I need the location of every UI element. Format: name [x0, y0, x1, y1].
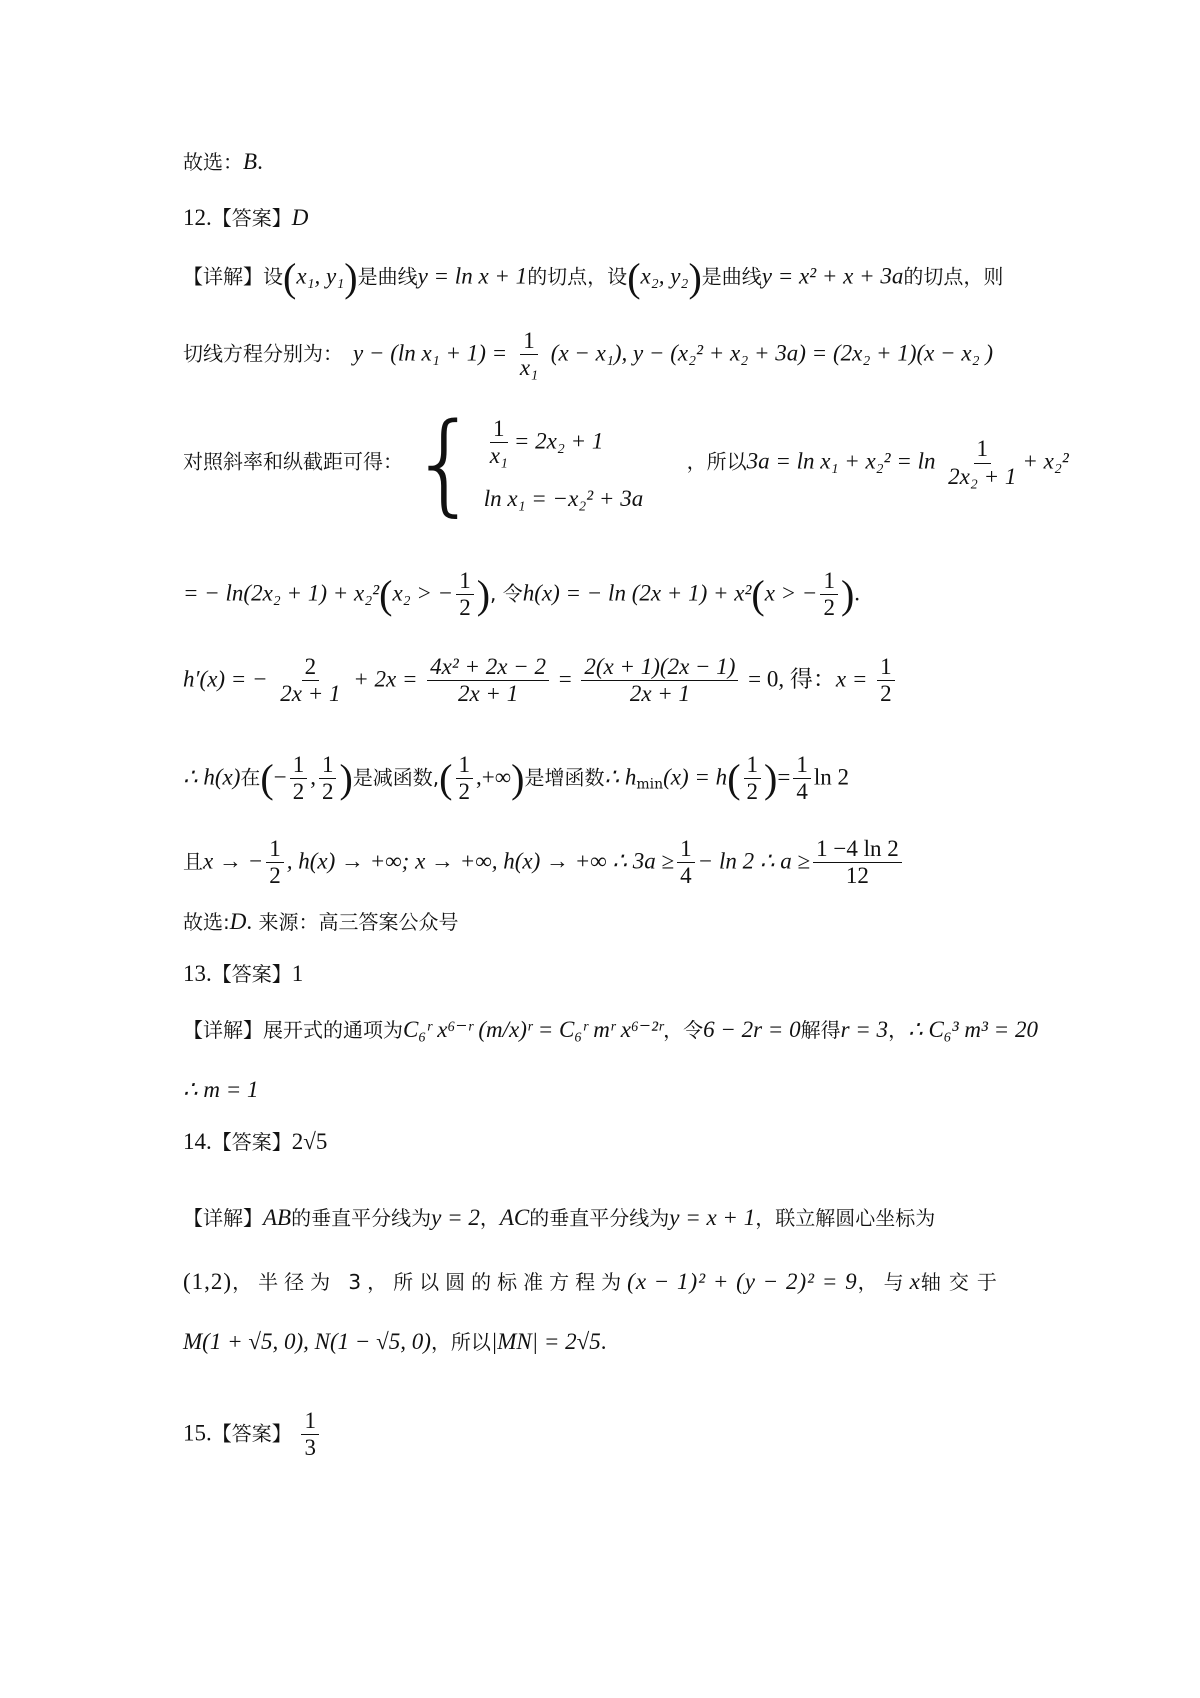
- circle-equation: (x − 1)² + (y − 2)² = 9: [627, 1269, 858, 1294]
- period: .: [600, 1329, 607, 1354]
- r-value: r = 3: [840, 1017, 889, 1042]
- denominator: 2: [823, 595, 835, 621]
- denominator: 2: [459, 595, 471, 621]
- segment-ac: AC: [499, 1205, 530, 1230]
- numerator: 1: [456, 752, 474, 779]
- equals: =: [558, 666, 572, 692]
- detail-tag: 【详解】: [183, 1018, 263, 1042]
- therefore-h: ∴ h(x): [183, 764, 241, 790]
- m-result: [183, 1078, 259, 1101]
- bisector-1: y = 2: [431, 1205, 480, 1230]
- period: .: [257, 149, 263, 174]
- denominator: 3: [304, 1435, 316, 1461]
- numerator: 1: [456, 568, 474, 595]
- numerator: 4x² + 2x − 2: [427, 654, 549, 681]
- x-equals: x =: [835, 666, 868, 692]
- distance: |MN| = 2√5: [490, 1329, 601, 1354]
- h-function: h(x) = − ln (2x + 1) + x²: [522, 580, 752, 606]
- plus-term: + 2x =: [353, 666, 418, 692]
- numerator: 1: [744, 752, 762, 779]
- curve-1: y = ln x + 1: [417, 263, 528, 289]
- question-15-answer: [183, 1408, 322, 1462]
- line-conclusion-b: [183, 150, 263, 173]
- denominator: 2: [292, 779, 305, 805]
- limit-part-1: x → −: [203, 848, 264, 874]
- answer-tag: 【答案】: [211, 962, 292, 986]
- text: 是曲线: [701, 264, 762, 289]
- answer-letter: D: [229, 909, 247, 934]
- numerator: 1: [301, 1408, 319, 1435]
- text: ，联立解圆心坐标为: [755, 1206, 936, 1230]
- text: ，令: [663, 1018, 704, 1042]
- condition-1: x₂ > −: [392, 580, 454, 606]
- question-13-answer: [183, 962, 303, 985]
- answer-tag: 【答案】: [211, 1130, 292, 1154]
- source-note: 来源：高三答案公众号: [252, 910, 459, 934]
- fraction: [517, 328, 541, 382]
- h-definition: = − ln(2x₂ + 1) + x₂²(x₂ > − $\frac{1}{2}$ ), 令h(x) = − ln (2x + 1) + x²(x > − $\frac{1}{2}$ ).: [183, 568, 861, 621]
- equation-system: [409, 399, 644, 527]
- answer-value: 2√5: [291, 1129, 328, 1154]
- question-number: 12.: [183, 205, 212, 230]
- point-1: x₁, y₁: [296, 263, 345, 289]
- text: 设: [263, 264, 283, 289]
- text: 的切点，设: [527, 264, 628, 289]
- infinity: ,+∞: [476, 764, 512, 790]
- equation-left: y − (ln x₁ + 1) =: [353, 340, 508, 366]
- expression-tail: + x₂²: [1022, 448, 1069, 474]
- segment-ab: AB: [263, 1205, 292, 1230]
- answer-letter: B: [243, 149, 258, 174]
- numerator: 1: [266, 836, 284, 863]
- derivative-lhs: h′(x) = −: [183, 666, 268, 692]
- limit-part-3: − ln 2 ∴ a ≥: [697, 848, 811, 874]
- denominator: 2: [880, 681, 892, 707]
- text: , 令: [490, 581, 523, 606]
- equation-right: (x − x₁), y − (x₂² + x₂ + 3a) = (2x₂ + 1)(x − x₂ ): [550, 340, 993, 366]
- detail-14-line-2: [183, 1270, 1005, 1293]
- x-axis: x: [909, 1269, 921, 1294]
- question-number: 14.: [183, 1129, 212, 1154]
- numerator: 1: [793, 752, 811, 779]
- text: 的切点，则: [903, 264, 1004, 289]
- system-row-1: [484, 416, 644, 470]
- general-term: C₆ʳ x⁶⁻ʳ (m/x)ʳ = C₆ʳ mʳ x⁶⁻²ʳ: [403, 1017, 664, 1042]
- condition-2: x > −: [764, 580, 818, 606]
- numerator: 1: [677, 836, 695, 863]
- text: 切线方程分别为：: [183, 341, 343, 366]
- answer-fraction: [301, 1408, 319, 1462]
- text: 展开式的通项为: [263, 1018, 403, 1042]
- equals: =: [777, 764, 791, 790]
- detail-tag: 【详解】: [183, 264, 263, 289]
- detail-tag: 【详解】: [183, 1206, 263, 1230]
- bisector-2: y = x + 1: [669, 1205, 756, 1230]
- detail-14-line-1: [183, 1206, 935, 1229]
- answer-value: D: [291, 205, 309, 230]
- point-2: x₂, y₂: [640, 263, 689, 289]
- detail-13: [183, 1018, 1038, 1041]
- text: ，半径为 3，所以圆的标准方程为: [232, 1270, 628, 1294]
- text: ，: [888, 1018, 909, 1042]
- denominator: x₁: [519, 355, 539, 381]
- intersection-points: M(1 + √5, 0), N(1 − √5, 0): [183, 1329, 431, 1354]
- numerator: 1: [974, 436, 992, 463]
- numerator: 1: [520, 328, 538, 355]
- text: ，与: [857, 1270, 910, 1294]
- text: ，所以: [430, 1330, 491, 1354]
- answer-tag: 【答案】: [211, 1421, 292, 1446]
- line-conclusion-d: [183, 910, 458, 933]
- text: 对照斜率和纵截距可得：: [183, 449, 403, 474]
- question-number: 13.: [183, 961, 212, 986]
- denominator: 4: [796, 779, 808, 805]
- text: 的垂直平分线为: [291, 1206, 432, 1230]
- answer-value: 1: [291, 961, 304, 986]
- denominator: 2x + 1: [280, 681, 341, 707]
- detail-14-line-3: [183, 1330, 606, 1353]
- m-equals: ∴ m = 1: [183, 1077, 259, 1102]
- tangent-equations: [183, 328, 993, 382]
- min-subscript: min: [636, 776, 664, 793]
- limit-part-2: , h(x) → +∞; x → +∞, h(x) → +∞ ∴ 3a ≥: [286, 848, 675, 874]
- period: .: [246, 909, 253, 934]
- brace-icon: {: [409, 399, 480, 527]
- question-number: 15.: [183, 1420, 212, 1446]
- denominator: 2x₂ + 1: [948, 463, 1017, 489]
- denominator: 2: [321, 779, 334, 805]
- text: 是增函数: [524, 765, 605, 790]
- detail-12-line-1: 【详解】设(x₁, y₁)是曲线y = ln x + 1的切点，设(x₂, y₂)是曲线y = x² + x + 3a的切点，则: [183, 255, 1004, 300]
- expression-part-1: = − ln(2x₂ + 1) + x₂²: [183, 580, 380, 606]
- denominator: x₁: [489, 443, 508, 468]
- denominator: 2x + 1: [457, 681, 519, 707]
- derivative-line: [183, 654, 898, 708]
- numerator: 1: [290, 752, 308, 779]
- equation: 6 − 2r = 0: [703, 1017, 801, 1042]
- row-1-rhs: = 2x₂ + 1: [513, 428, 604, 453]
- text: 故选：: [183, 150, 243, 174]
- denominator: 4: [680, 863, 692, 889]
- h-value: (x) = h: [663, 764, 728, 790]
- text: 轴交于: [920, 1270, 1005, 1294]
- text: 是曲线: [357, 264, 418, 289]
- answer-tag: 【答案】: [211, 206, 292, 230]
- final-equation: ∴ C₆³ m³ = 20: [908, 1017, 1038, 1042]
- numerator: 1: [877, 654, 895, 681]
- question-12-answer: [183, 206, 308, 229]
- numerator: 1 −4 ln 2: [813, 836, 902, 863]
- numerator: 1: [319, 752, 337, 779]
- ln-two: ln 2: [813, 764, 849, 790]
- zero-result: = 0, 得：: [748, 666, 836, 692]
- text: 解得: [800, 1018, 841, 1042]
- curve-2: y = x² + x + 3a: [761, 263, 904, 289]
- numerator: 2: [302, 654, 320, 681]
- denominator: 2: [458, 779, 470, 805]
- limit-line: [183, 836, 905, 890]
- denominator: 2: [269, 863, 281, 889]
- system-equations-line: [183, 399, 1069, 527]
- system-row-2: ln x₁ = −x₂² + 3a: [483, 486, 644, 512]
- numerator: 1: [820, 568, 838, 595]
- text: ，所以: [686, 449, 747, 474]
- text: 在: [240, 765, 261, 790]
- text: 故选:: [183, 910, 230, 934]
- text: 是减函数,: [352, 765, 440, 790]
- monotonicity-line: ∴ h(x)在(− $\frac{1}{2}$ , $\frac{1}{2}$ )是减函数,( $\frac{1}{2}$ ,+∞)是增函数∴ $h_{min}(x) = h$( $\frac{1}{2}$ )= $\frac{1}{4}$ ln 2: [183, 752, 849, 805]
- numerator: 2(x + 1)(2x − 1): [581, 654, 738, 681]
- center: (1,2): [183, 1269, 233, 1294]
- denominator: 12: [845, 863, 869, 889]
- text: 的垂直平分线为: [529, 1206, 670, 1230]
- question-14-answer: [183, 1130, 327, 1153]
- numerator: 1: [490, 416, 508, 443]
- text: 且: [183, 849, 203, 874]
- expression: 3a = ln x₁ + x₂² = ln: [746, 448, 936, 474]
- h-min: ∴ h: [604, 764, 637, 790]
- denominator: 2: [746, 779, 759, 805]
- text: ，: [479, 1206, 500, 1230]
- denominator: 2x + 1: [629, 681, 691, 707]
